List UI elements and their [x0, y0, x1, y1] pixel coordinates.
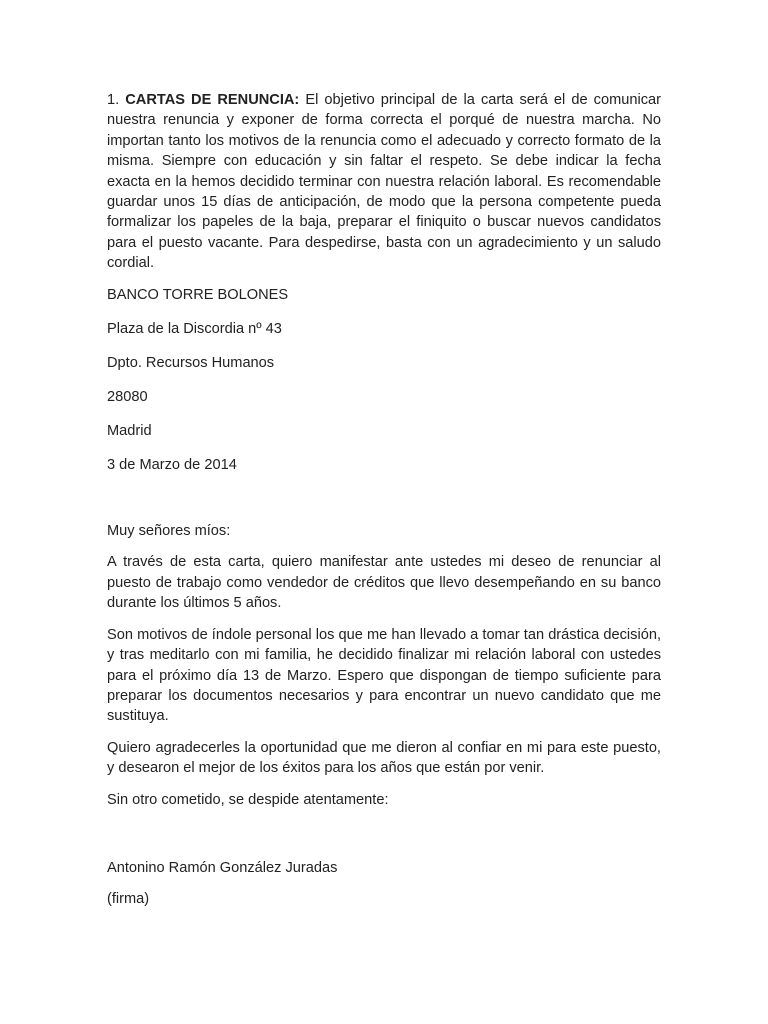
body-paragraph-3: Quiero agradecerles la oportunidad que me dieron al confiar en mi para este puesto, y desearon el mejor de los éxitos para los años que están por venir. — [107, 739, 661, 777]
section-heading: CARTAS DE RENUNCIA: — [125, 92, 300, 108]
recipient-company: BANCO TORRE BOLONES — [107, 286, 289, 303]
recipient-department: Dpto. Recursos Humanos — [107, 354, 275, 371]
letter-date: 3 de Marzo de 2014 — [107, 456, 237, 473]
signature-note: (firma) — [107, 891, 150, 908]
closing-line: Sin otro cometido, se despide atentamente: — [107, 791, 389, 808]
recipient-city: Madrid — [107, 422, 152, 439]
body-paragraph-1: A través de esta carta, quiero manifestar ante ustedes mi deseo de renunciar al puesto de trabajo como vendedor de créditos que llevo desempeñando en su banco durante los últimos 5 años. — [107, 554, 661, 612]
letter-body — [107, 90, 661, 910]
signer-name: Antonino Ramón González Juradas — [107, 859, 338, 876]
recipient-postal-code: 28080 — [107, 388, 148, 405]
recipient-street: Plaza de la Discordia nº 43 — [107, 320, 282, 337]
body-paragraph-2: Son motivos de índole personal los que me han llevado a tomar tan drástica decisión, y tras meditarlo con mi familia, he decidido finalizar mi relación laboral con ustedes para el próximo día 13 de Marzo. Espero que dispongan de tiempo suficiente para preparar los documentos necesarios y para encontrar un nuevo candidato que me sustituya. — [107, 626, 661, 725]
list-number: 1. — [107, 92, 120, 108]
intro-text: El objetivo principal de la carta será el de comunicar nuestra renuncia y exponer de forma correcta el porqué de nuestra marcha. No importan tanto los motivos de la renuncia como el adecuado y correcto formato de la misma. Siempre con educación y sin faltar el respeto. Se debe indicar la fecha exacta en la hemos decidido terminar con nuestra relación laboral. Es recomendable guardar unos 15 días de anticipación, de modo que la persona competente pueda formalizar los papeles de la baja, preparar el finiquito o buscar nuevos candidatos para el puesto vacante. Para despedirse, basta con un agradecimiento y un saludo cordial. — [107, 92, 661, 272]
salutation: Muy señores míos: — [107, 523, 231, 540]
intro-paragraph — [107, 90, 661, 274]
